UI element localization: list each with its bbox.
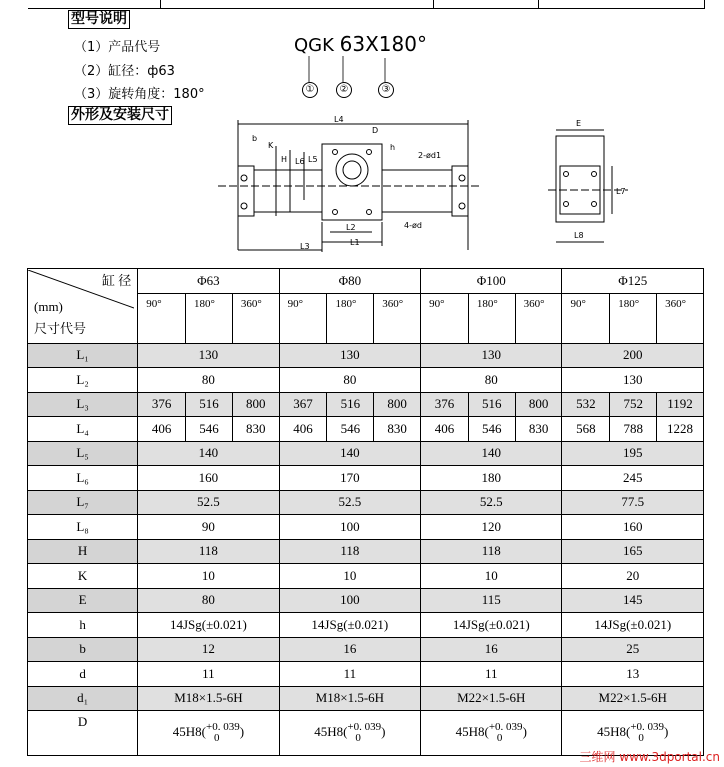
table-cell: 130 (421, 343, 562, 368)
bore-header-100: Φ100 (421, 269, 562, 294)
angle-header: 360° (515, 293, 562, 343)
table-cell: 10 (138, 564, 279, 589)
row-label: H (28, 539, 138, 564)
model-line-2: （2）缸径：ф63 (74, 64, 175, 79)
table-cell: 77.5 (562, 490, 704, 515)
table-cell: 532 (562, 392, 610, 417)
table-cell: 160 (562, 515, 704, 540)
install-heading: 外形及安装尺寸 (68, 106, 172, 125)
bore-header-63: Φ63 (138, 269, 279, 294)
installation-drawing (0, 0, 724, 268)
table-cell: 118 (421, 539, 562, 564)
table-cell: 170 (279, 466, 420, 491)
table-cell: 568 (562, 417, 610, 442)
angle-header: 180° (610, 293, 657, 343)
table-cell: 14JSg(±0.021) (279, 613, 420, 638)
row-label: L₆ (28, 466, 138, 491)
table-cell: 376 (138, 392, 186, 417)
tolerance-upper: +0. 039 (488, 721, 523, 733)
label-E: E (576, 119, 582, 128)
table-cell: 80 (138, 368, 279, 393)
table-cell: 118 (138, 539, 279, 564)
label-L5: L5 (308, 155, 318, 164)
bore-header-80: Φ80 (279, 269, 420, 294)
corner-dimension-label: 尺寸代号 (34, 320, 87, 336)
row-label: K (28, 564, 138, 589)
table-cell: 367 (279, 392, 327, 417)
label-L1: L1 (350, 238, 360, 247)
table-cell: 406 (279, 417, 327, 442)
label-L2: L2 (346, 223, 356, 232)
table-cell: 130 (138, 343, 279, 368)
table-cell: 130 (562, 368, 704, 393)
label-d: 4-ød (404, 221, 422, 230)
table-row (28, 637, 704, 662)
tolerance-upper: +0. 039 (206, 721, 240, 733)
table-cell: 90 (138, 515, 279, 540)
marker-1: ① (302, 82, 318, 98)
model-code-main: 63X180° (339, 32, 427, 56)
label-D: D (372, 126, 379, 135)
row-label: L₇ (28, 490, 138, 515)
tolerance-close: ) (664, 723, 669, 739)
table-cell: 10 (421, 564, 562, 589)
angle-header: 180° (327, 293, 374, 343)
table-cell: 160 (138, 466, 279, 491)
label-L8: L8 (574, 231, 584, 240)
table-cell (138, 711, 279, 756)
table-cell: 546 (468, 417, 515, 442)
label-L4: L4 (334, 115, 344, 124)
row-label: L₄ (28, 417, 138, 442)
marker-3: ③ (378, 82, 394, 98)
table-cell: 14JSg(±0.021) (562, 613, 704, 638)
row-label: E (28, 588, 138, 613)
tolerance-base: 45H8( (597, 723, 631, 739)
tolerance-stack (489, 722, 523, 744)
tolerance-lower: 0 (638, 732, 644, 744)
bore-header-125: Φ125 (562, 269, 704, 294)
tolerance-base: 45H8( (314, 723, 348, 739)
tolerance-upper: +0. 039 (347, 721, 382, 733)
table-cell: 376 (421, 392, 469, 417)
table-row (28, 539, 704, 564)
tolerance-lower: 0 (214, 732, 220, 744)
table-cell: 140 (138, 441, 279, 466)
table-row (28, 490, 704, 515)
angle-header: 90° (421, 293, 469, 343)
label-H: H (281, 155, 288, 164)
table-row (28, 662, 704, 687)
table-cell: 830 (374, 417, 421, 442)
table-cell: 546 (186, 417, 233, 442)
tolerance-upper: +0. 039 (630, 721, 665, 733)
model-line-3: （3）旋转角度：180° (74, 87, 205, 102)
table-cell: 10 (279, 564, 420, 589)
label-h: h (390, 143, 396, 152)
table-cell: 200 (562, 343, 704, 368)
table-cell: 115 (421, 588, 562, 613)
watermark: 三维网 www.3dportal.cn (579, 750, 720, 764)
table-cell (279, 711, 420, 756)
table-row (28, 466, 704, 491)
table-cell: 516 (186, 392, 233, 417)
table-row (28, 564, 704, 589)
table-cell: 140 (421, 441, 562, 466)
marker-2: ② (336, 82, 352, 98)
row-label: L₅ (28, 441, 138, 466)
label-b: b (252, 134, 258, 143)
table-cell: M22×1.5-6H (421, 686, 562, 711)
table-row (28, 417, 704, 442)
table-cell: 120 (421, 515, 562, 540)
tolerance-close: ) (522, 723, 527, 739)
table-cell: 14JSg(±0.021) (421, 613, 562, 638)
table-cell: 13 (562, 662, 704, 687)
table-cell: 245 (562, 466, 704, 491)
tolerance-stack (347, 722, 381, 744)
table-cell: 130 (279, 343, 420, 368)
table-cell: 546 (327, 417, 374, 442)
table-cell: 12 (138, 637, 279, 662)
tolerance-base: 45H8( (455, 723, 489, 739)
table-row (28, 392, 704, 417)
row-label: L₃ (28, 392, 138, 417)
angle-header: 180° (468, 293, 515, 343)
table-cell: 52.5 (138, 490, 279, 515)
table-cell: 80 (421, 368, 562, 393)
row-label: d (28, 662, 138, 687)
tolerance-close: ) (239, 723, 245, 739)
table-cell: 16 (421, 637, 562, 662)
table-cell: 180 (421, 466, 562, 491)
tolerance-close: ) (381, 723, 386, 739)
label-K: K (268, 141, 274, 150)
table-cell: 165 (562, 539, 704, 564)
table-cell: 80 (279, 368, 420, 393)
angle-header: 90° (562, 293, 610, 343)
table-cell: 14JSg(±0.021) (138, 613, 279, 638)
table-cell: 800 (232, 392, 279, 417)
angle-header: 360° (232, 293, 279, 343)
angle-header: 180° (186, 293, 233, 343)
table-row (28, 613, 704, 638)
corner-unit-label: (mm) (34, 298, 63, 314)
angle-header: 90° (138, 293, 186, 343)
tolerance-stack (630, 722, 664, 744)
row-label: L₁ (28, 343, 138, 368)
table-cell: 800 (515, 392, 562, 417)
table-cell: 195 (562, 441, 704, 466)
table-cell: 11 (421, 662, 562, 687)
table-cell: 11 (279, 662, 420, 687)
row-label: L₈ (28, 515, 138, 540)
table-cell: 100 (279, 515, 420, 540)
label-d1: 2-ød1 (418, 151, 442, 160)
table-corner-cell (28, 269, 138, 344)
table-cell: 830 (232, 417, 279, 442)
angle-header: 90° (279, 293, 327, 343)
row-label: L₂ (28, 368, 138, 393)
table-cell: 516 (468, 392, 515, 417)
table-cell: 752 (610, 392, 657, 417)
table-cell: 800 (374, 392, 421, 417)
table-cell: 100 (279, 588, 420, 613)
table-cell: 25 (562, 637, 704, 662)
table-cell: 406 (138, 417, 186, 442)
row-label: h (28, 613, 138, 638)
model-line-1: （1）产品代号 (74, 40, 161, 55)
label-L7: L7 (616, 187, 626, 196)
corner-bore-label: 缸 径 (101, 272, 132, 288)
model-heading: 型号说明 (68, 10, 130, 29)
table-cell (421, 711, 562, 756)
table-row (28, 588, 704, 613)
model-code-prefix: QGK (294, 35, 334, 56)
tolerance-stack (206, 722, 240, 744)
table-cell: 20 (562, 564, 704, 589)
tolerance-lower: 0 (496, 732, 503, 744)
row-label: D (28, 711, 138, 756)
table-cell: 140 (279, 441, 420, 466)
table-cell: 11 (138, 662, 279, 687)
table-cell: 80 (138, 588, 279, 613)
table-cell: 52.5 (421, 490, 562, 515)
table-row (28, 515, 704, 540)
angle-header: 360° (657, 293, 704, 343)
row-label: b (28, 637, 138, 662)
tolerance-base: 45H8( (172, 723, 206, 739)
table-cell: 830 (515, 417, 562, 442)
table-cell: 145 (562, 588, 704, 613)
table-cell: 52.5 (279, 490, 420, 515)
label-L6: L6 (295, 157, 305, 166)
table-cell: 1192 (657, 392, 704, 417)
angle-header: 360° (374, 293, 421, 343)
table-cell: M18×1.5-6H (138, 686, 279, 711)
table-row (28, 343, 704, 368)
table-cell: 16 (279, 637, 420, 662)
table-cell: 516 (327, 392, 374, 417)
label-L3: L3 (300, 242, 310, 251)
table-row (28, 368, 704, 393)
table-row (28, 686, 704, 711)
table-cell: 788 (610, 417, 657, 442)
table-row (28, 441, 704, 466)
table-cell: M18×1.5-6H (279, 686, 420, 711)
tolerance-lower: 0 (355, 732, 361, 744)
table-cell: 406 (421, 417, 469, 442)
table-cell: 118 (279, 539, 420, 564)
dimension-table (27, 268, 704, 756)
table-cell: M22×1.5-6H (562, 686, 704, 711)
row-label: d₁ (28, 686, 138, 711)
table-cell: 1228 (657, 417, 704, 442)
